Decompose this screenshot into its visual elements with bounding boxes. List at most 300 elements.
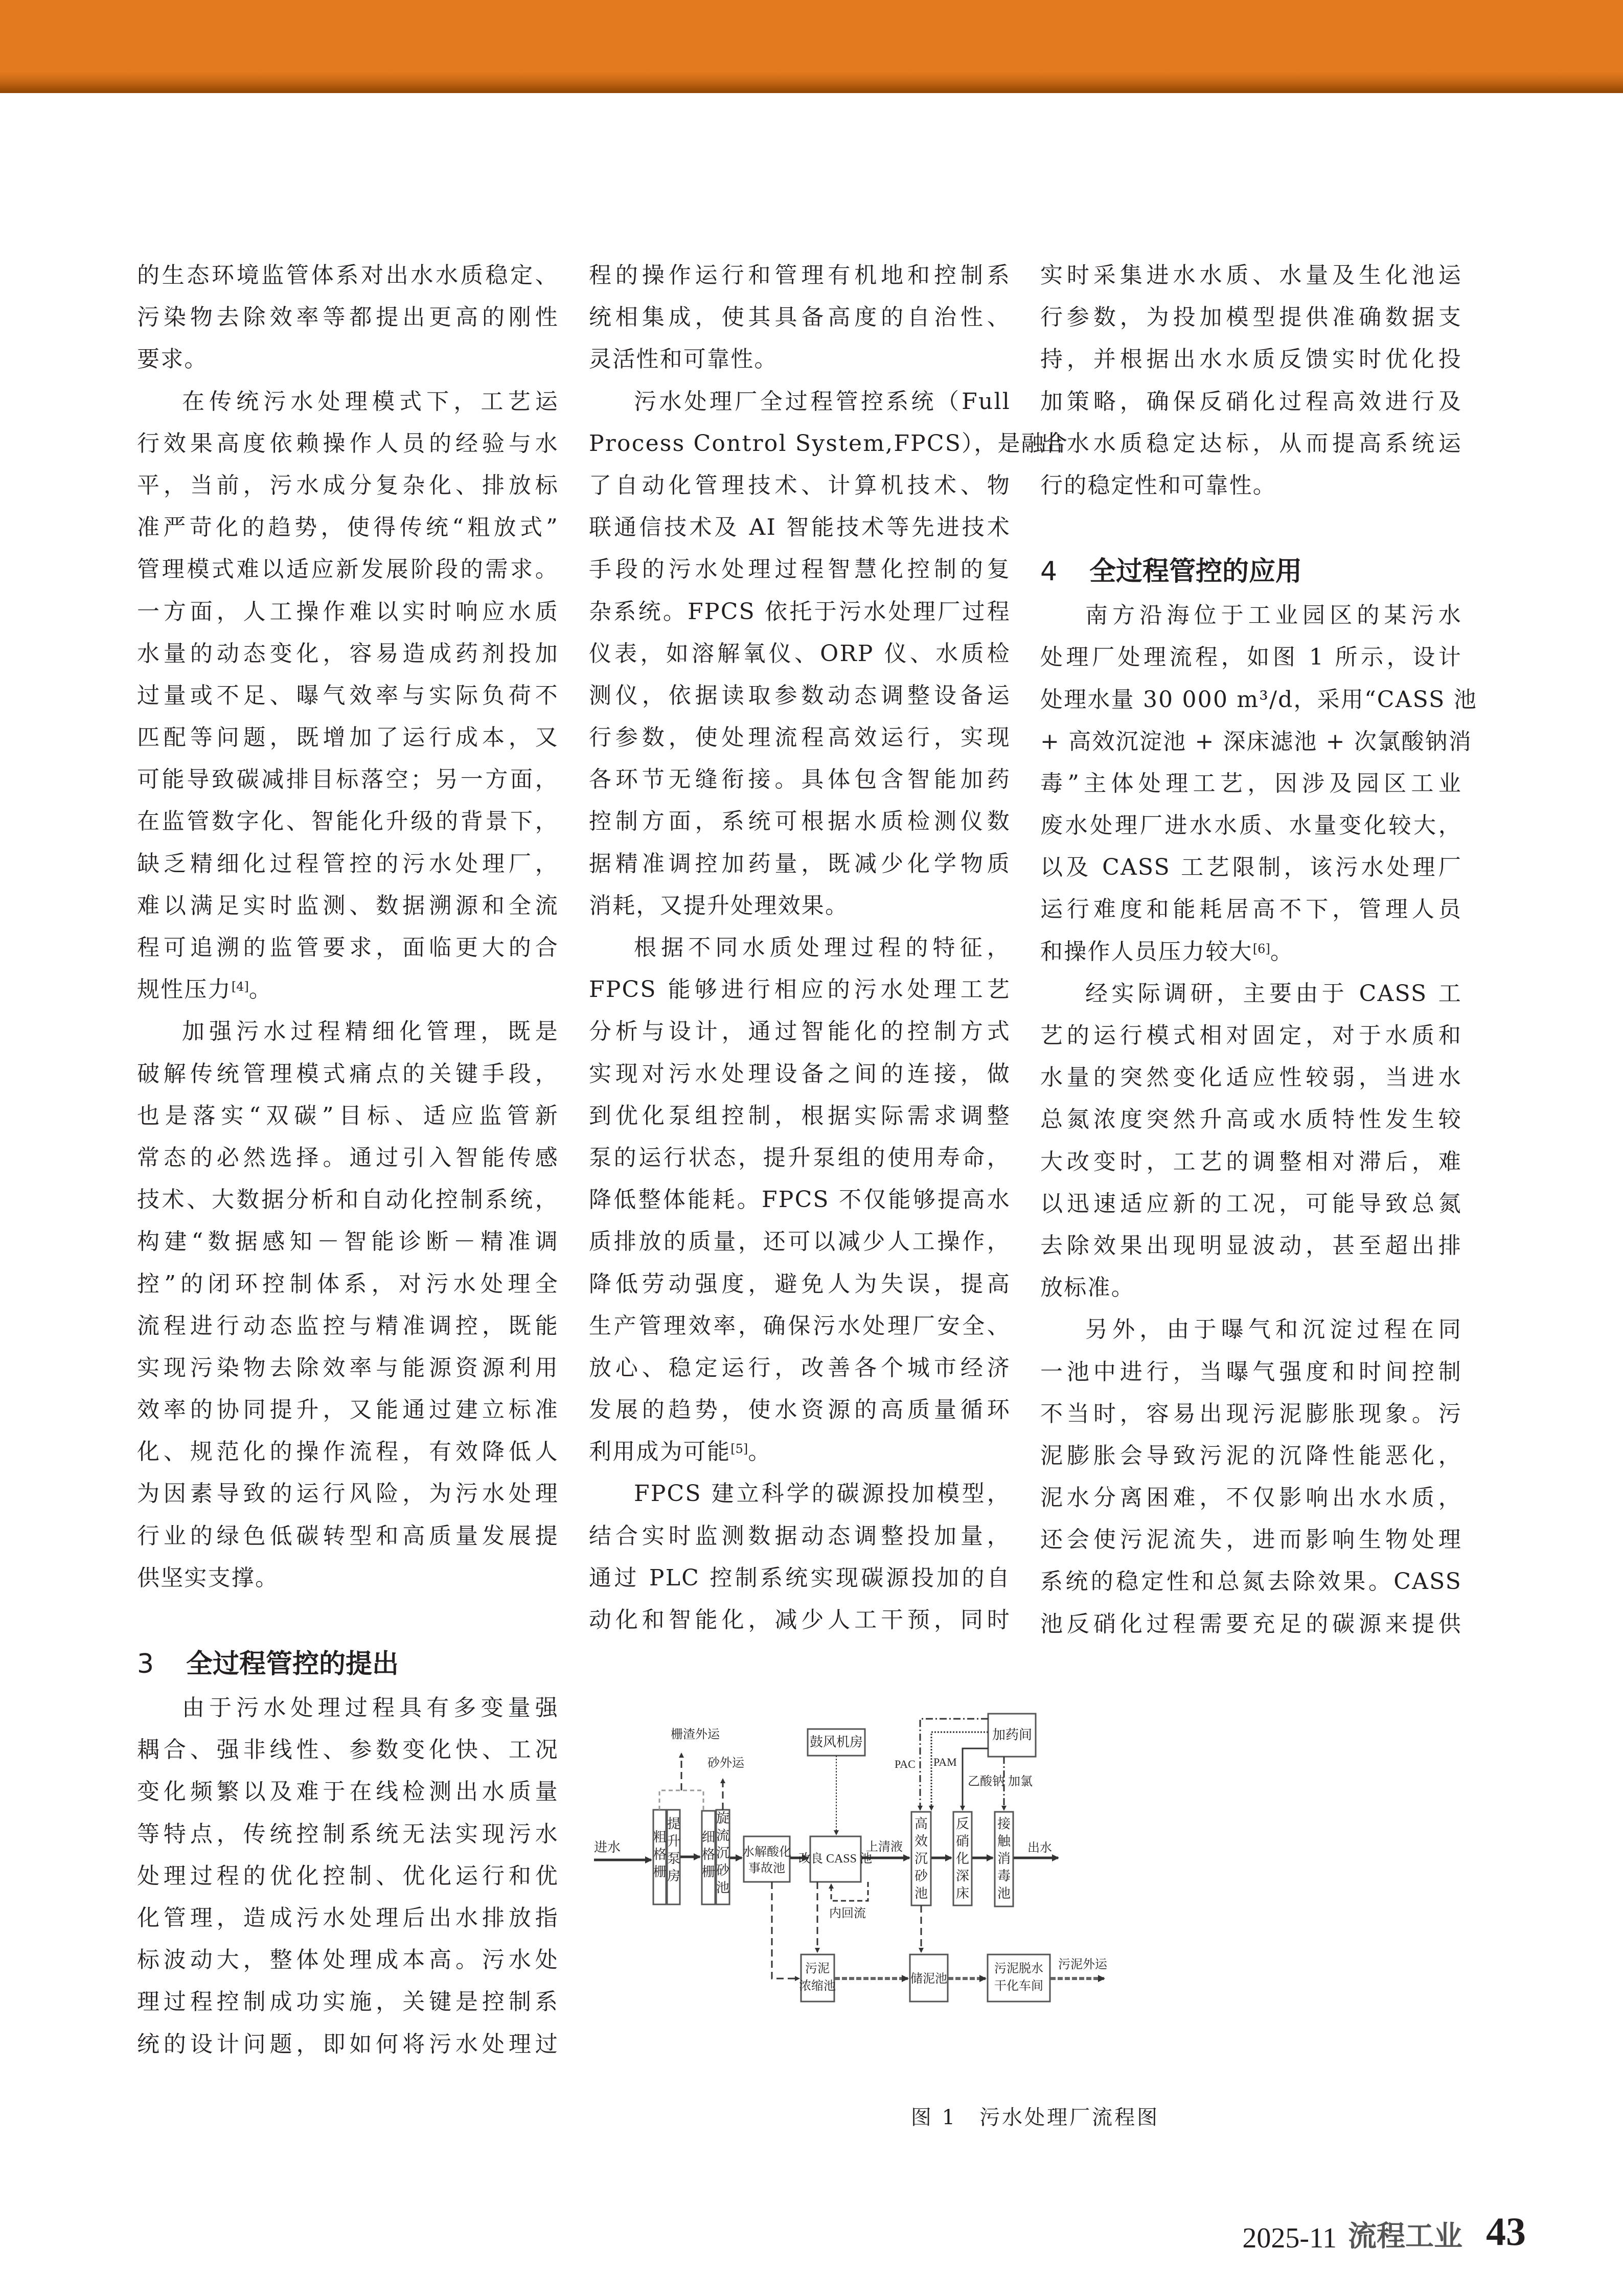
label-lift-pump-char: 房 <box>667 1869 681 1883</box>
text-line <box>137 1137 559 1179</box>
paragraph <box>137 1011 559 1599</box>
text-line <box>1040 763 1462 805</box>
text-line <box>589 591 1011 633</box>
line-text: 放心、稳定运行，改善各个城市经济 <box>589 1354 1011 1381</box>
paragraph <box>589 381 1069 927</box>
citation-ref[interactable]: [5] <box>730 1442 748 1457</box>
figure-caption: 图 1 污水处理厂流程图 <box>910 2106 1160 2129</box>
line-text: 行参数，为投加模型提供准确数据支 <box>1040 304 1462 331</box>
text-line <box>1040 931 1462 973</box>
label-pac: PAC <box>895 1758 916 1770</box>
label-denitrification-char: 反 <box>955 1816 970 1831</box>
line-text: 也是落实“双碳”目标、适应监管新 <box>137 1102 559 1129</box>
line-text: 不当时，容易出现污泥膨胀现象。污 <box>1040 1400 1462 1427</box>
line-text: 破解传统管理模式痛点的关键手段， <box>137 1060 559 1087</box>
text-line <box>589 381 1011 423</box>
line-text: 以及 CASS 工艺限制，该污水处理厂 <box>1040 854 1462 881</box>
text-line <box>589 1263 1011 1305</box>
text-line <box>137 927 559 969</box>
line-text: 和操作人员压力较大 <box>1040 938 1253 965</box>
text-line <box>1040 847 1462 889</box>
line-text: 耦合、强非线性、参数变化快、工况 <box>137 1737 559 1763</box>
text-line <box>1040 423 1462 465</box>
label-blower: 鼓风机房 <box>809 1735 863 1749</box>
line-text: 在监管数字化、智能化升级的背景下， <box>137 808 559 835</box>
text-line <box>1040 595 1462 636</box>
line-text: 结合实时监测数据动态调整投加量， <box>589 1522 1011 1549</box>
text-line <box>137 338 559 380</box>
line-text: 过量或不足、曝气效率与实际负荷不 <box>137 682 559 709</box>
text-line <box>589 1095 1011 1137</box>
label-grit-chamber-char: 旋 <box>716 1811 730 1826</box>
line-text: 泵的运行状态，提升泵组的使用寿命， <box>589 1144 1011 1171</box>
text-line <box>137 1305 559 1347</box>
line-text: 理过程控制成功实施，关键是控制系 <box>137 1989 559 2015</box>
label-hi-eff-settler-char: 砂 <box>914 1869 928 1883</box>
section-heading <box>1040 549 1462 595</box>
label-grit-chamber-char: 沉 <box>716 1846 730 1860</box>
text-line <box>137 1813 559 1855</box>
label-denitrification-char: 深 <box>955 1869 970 1883</box>
line-tail: 。 <box>748 1439 772 1465</box>
text-line <box>1040 1057 1462 1099</box>
text-line <box>1040 338 1462 380</box>
citation-ref[interactable]: [6] <box>1252 941 1270 956</box>
label-grit-chamber-char: 池 <box>716 1880 730 1895</box>
paragraph <box>137 1687 559 2065</box>
text-line <box>137 1053 559 1095</box>
text-line <box>589 507 1011 549</box>
citation-ref[interactable]: [4] <box>231 980 249 994</box>
text-line <box>137 2024 559 2065</box>
text-line <box>589 1305 1011 1347</box>
label-inflow: 进水 <box>594 1840 621 1855</box>
line-text: 处理过程的优化控制、优化运行和优 <box>137 1862 559 1889</box>
pam-dosing <box>931 1732 988 1810</box>
line-text: 到优化泵组控制，根据实际需求调整 <box>589 1102 1011 1129</box>
line-text: 可能导致碳减排目标落空；另一方面， <box>137 766 559 793</box>
text-line <box>137 507 559 549</box>
line-text: 匹配等问题，既增加了运行成本，又 <box>137 724 559 751</box>
label-dewatering-1: 污泥脱水 <box>994 1962 1043 1975</box>
line-text: 污水处理厂全过程管控系统（Full <box>634 388 1011 415</box>
label-sludge-storage: 储泥池 <box>910 1972 947 1986</box>
text-line <box>589 843 1011 885</box>
label-sludge-out: 污泥外运 <box>1058 1958 1107 1971</box>
line-text: 手段的污水处理过程智慧化控制的复 <box>589 556 1011 583</box>
line-text: 杂系统。FPCS 依托于污水处理厂过程 <box>589 598 1011 625</box>
text-line <box>1040 636 1462 678</box>
section-gap <box>1040 507 1462 549</box>
screenings-collector <box>659 1790 703 1811</box>
section-title: 全过程管控的提出 <box>186 1649 399 1679</box>
header-band <box>0 0 1623 93</box>
line-text: 废水处理厂进水水质、水量变化较大， <box>1040 812 1462 839</box>
line-text: 加强污水过程精细化管理，既是 <box>182 1018 559 1045</box>
text-line <box>137 1347 559 1389</box>
label-supernatant: 上清液 <box>866 1840 903 1854</box>
line-text: 降低劳动强度，避免人为失误，提高 <box>589 1270 1011 1297</box>
text-line <box>1040 1561 1462 1603</box>
paragraph <box>137 381 559 1011</box>
box-thickener <box>801 1954 834 2002</box>
section-number: 4 <box>1040 556 1058 587</box>
label-screenings-out: 栅渣外运 <box>671 1728 720 1741</box>
text-line <box>137 1221 559 1263</box>
line-text: 实现对污水处理设备之间的连接，做 <box>589 1060 1011 1087</box>
text-line <box>137 1557 559 1599</box>
line-text: 出水水质稳定达标，从而提高系统运 <box>1040 430 1462 457</box>
text-line <box>589 675 1011 717</box>
text-line <box>137 1855 559 1897</box>
line-text: 还会使污泥流失，进而影响生物处理 <box>1040 1527 1462 1553</box>
text-line <box>137 1179 559 1221</box>
line-text: 利用成为可能 <box>589 1439 731 1465</box>
text-line <box>1040 1225 1462 1267</box>
line-text: 处理厂处理流程，如图 1 所示，设计 <box>1040 644 1462 671</box>
text-line <box>589 969 1011 1011</box>
label-thickener-1: 污泥 <box>805 1962 830 1975</box>
line-text: 控制方面，系统可根据水质检测仪数 <box>589 808 1011 835</box>
line-text: 变化频繁以及难于在线检测出水质量 <box>137 1779 559 1805</box>
line-text: 要求。 <box>137 346 208 373</box>
text-line <box>1040 889 1462 930</box>
paragraph <box>1040 1309 1462 1645</box>
line-text: 处理水量 30 000 m³/d，采用“CASS 池 <box>1040 686 1477 713</box>
label-disinfection-char: 触 <box>997 1834 1011 1849</box>
text-line <box>589 927 1011 969</box>
label-disinfection-char: 消 <box>997 1851 1011 1866</box>
line-text: 系统的稳定性和总氮去除效果。CASS <box>1040 1568 1462 1595</box>
label-grit-chamber-char: 流 <box>716 1828 730 1843</box>
text-line <box>137 1431 559 1473</box>
text-line <box>1040 1603 1462 1645</box>
line-text: 池反硝化过程需要充足的碳源来提供 <box>1040 1610 1462 1637</box>
text-line <box>1040 1183 1462 1225</box>
line-text: 常态的必然选择。通过引入智能传感 <box>137 1144 559 1171</box>
label-chlorine: 加氯 <box>1008 1775 1033 1788</box>
line-text: 规性压力 <box>137 976 232 1003</box>
text-line <box>1040 381 1462 423</box>
text-line <box>589 885 1011 927</box>
text-line <box>137 1897 559 1939</box>
line-text: 为因素导致的运行风险，为污水处理 <box>137 1481 559 1507</box>
box-dewatering <box>988 1954 1050 2002</box>
paragraph <box>137 255 559 381</box>
line-text: 泥膨胀会导致污泥的沉降性能恶化， <box>1040 1442 1462 1469</box>
line-text: 动化和智能化，减少人工干预，同时 <box>589 1607 1011 1633</box>
line-text: 仪表，如溶解氧仪、ORP 仪、水质检 <box>589 640 1011 667</box>
label-grit-chamber-char: 砂 <box>716 1863 730 1878</box>
line-text: 毒”主体处理工艺，因涉及园区工业 <box>1040 770 1462 797</box>
line-text: 效率的协同提升，又能通过建立标准 <box>137 1397 559 1423</box>
line-text: 难以满足实时监测、数据溯源和全流 <box>137 892 559 919</box>
paragraph <box>589 927 1011 1473</box>
paragraph <box>589 1473 1011 1641</box>
text-line <box>137 465 559 507</box>
internal-reflux <box>831 1882 868 1901</box>
line-text: 行参数，使处理流程高效运行，实现 <box>589 724 1011 751</box>
text-line <box>589 1011 1011 1053</box>
text-line <box>589 255 1011 297</box>
line-tail: 。 <box>1270 938 1294 965</box>
line-text: 通过 PLC 控制系统实现碳源投加的自 <box>589 1564 1011 1591</box>
label-disinfection-char: 接 <box>997 1816 1011 1831</box>
text-line <box>589 423 1069 465</box>
line-text: 等特点，传统控制系统无法实现污水 <box>137 1821 559 1847</box>
line-text: 行的稳定性和可靠性。 <box>1040 472 1276 498</box>
line-text: 各环节无缝衔接。具体包含智能加药 <box>589 766 1011 793</box>
line-text: 灵活性和可靠性。 <box>589 346 778 373</box>
line-text: 另外，由于曝气和沉淀过程在同 <box>1085 1316 1462 1343</box>
text-line <box>1040 255 1462 297</box>
text-line <box>137 549 559 590</box>
issue-date: 2025-11 <box>1242 2222 1337 2254</box>
label-lift-pump-char: 泵 <box>667 1851 681 1866</box>
line-text: 发展的趋势，使水资源的高质量循环 <box>589 1397 1011 1423</box>
label-internal-reflux: 内回流 <box>829 1907 866 1920</box>
line-text: 总氮浓度突然升高或水质特性发生较 <box>1040 1106 1462 1133</box>
hydrolysis-sludge <box>772 1882 799 1979</box>
text-line <box>1040 465 1462 507</box>
text-line <box>589 1179 1011 1221</box>
paragraph <box>589 255 1011 381</box>
line-text: 构建“数据感知－智能诊断－精准调 <box>137 1229 559 1255</box>
text-line <box>1040 973 1462 1015</box>
label-coarse-screen-char: 格 <box>653 1847 667 1862</box>
line-text: FPCS 建立科学的碳源投加模型， <box>634 1481 1011 1507</box>
text-column-3 <box>1040 255 1477 1645</box>
text-line <box>589 633 1011 675</box>
line-text: 联通信技术及 AI 智能技术等先进技术 <box>589 514 1011 541</box>
text-line <box>589 1221 1011 1263</box>
line-text: 管理模式难以适应新发展阶段的需求。 <box>137 556 559 583</box>
line-text: 行业的绿色低碳转型和高质量发展提 <box>137 1522 559 1549</box>
section-number: 3 <box>137 1649 154 1679</box>
line-text: 程可追溯的监管要求，面临更大的合 <box>137 935 559 961</box>
text-line <box>1040 1015 1462 1057</box>
text-line <box>137 1771 559 1813</box>
line-tail: 。 <box>248 976 273 1003</box>
text-line <box>1040 1309 1462 1351</box>
line-text: 程的操作运行和管理有机地和控制系 <box>589 262 1011 288</box>
line-text: 供坚实支撑。 <box>137 1564 279 1591</box>
label-hi-eff-settler-char: 高 <box>914 1816 928 1831</box>
line-text: 测仪，依据读取参数动态调整设备运 <box>589 682 1011 709</box>
line-text: 持，并根据出水水质反馈实时优化投 <box>1040 346 1462 373</box>
label-disinfection-char: 毒 <box>997 1869 1011 1883</box>
text-line <box>137 1729 559 1771</box>
text-line <box>589 549 1011 590</box>
line-text: 以迅速适应新的工况，可能导致总氮 <box>1040 1190 1462 1217</box>
label-cass: 改良 CASS 池 <box>798 1852 873 1866</box>
line-text: 平，当前，污水成分复杂化、排放标 <box>137 472 559 498</box>
line-text: 的生态环境监管体系对出水水质稳定、 <box>137 262 559 288</box>
label-hydrolysis-1: 水解酸化 <box>742 1846 791 1859</box>
text-line <box>137 1939 559 1981</box>
journal-name: 流程工业 <box>1348 2219 1462 2253</box>
text-line <box>589 801 1011 843</box>
text-column-2 <box>589 255 1069 1641</box>
text-line <box>137 1389 559 1431</box>
text-line <box>137 1263 559 1305</box>
text-line <box>137 255 559 297</box>
text-line <box>589 1431 1011 1473</box>
line-text: Process Control System,FPCS），是融合 <box>589 430 1069 457</box>
paragraph <box>1040 255 1462 507</box>
text-line <box>137 297 559 338</box>
text-line <box>589 338 1011 380</box>
text-line <box>589 297 1011 338</box>
text-line <box>1040 1435 1462 1477</box>
line-text: 消耗，又提升处理效果。 <box>589 892 849 919</box>
line-text: 实时采集进水水质、水量及生化池运 <box>1040 262 1462 288</box>
paragraph <box>1040 973 1462 1309</box>
line-text: 在传统污水处理模式下，工艺运 <box>182 388 559 415</box>
line-text: 分析与设计，通过智能化的控制方式 <box>589 1018 1011 1045</box>
text-line <box>1040 1351 1462 1393</box>
line-text: 技术、大数据分析和自动化控制系统， <box>137 1187 559 1213</box>
text-line <box>137 843 559 885</box>
section-heading <box>137 1641 559 1687</box>
text-line <box>1040 1393 1462 1435</box>
line-text: 一方面，人工操作难以实时响应水质 <box>137 598 559 625</box>
label-hydrolysis-2: 事故池 <box>748 1862 785 1875</box>
text-line <box>137 675 559 717</box>
line-text: 放标准。 <box>1040 1275 1135 1301</box>
line-text: 污染物去除效率等都提出更高的刚性 <box>137 304 559 331</box>
text-line <box>589 1053 1011 1095</box>
line-text: 去除效果出现明显波动，甚至超出排 <box>1040 1232 1462 1259</box>
label-denitrification-char: 硝 <box>955 1834 970 1849</box>
line-text: 南方沿海位于工业园区的某污水 <box>1085 602 1462 629</box>
line-text: 了自动化管理技术、计算机技术、物 <box>589 472 1011 498</box>
text-line <box>1040 1519 1462 1561</box>
label-disinfection-char: 池 <box>997 1886 1011 1901</box>
label-hi-eff-settler-char: 效 <box>914 1834 928 1849</box>
text-line <box>137 1011 559 1053</box>
line-text: 标波动大，整体处理成本高。污水处 <box>137 1947 559 1973</box>
line-text: 运行难度和能耗居高不下，管理人员 <box>1040 896 1462 923</box>
text-line <box>1040 1099 1462 1141</box>
text-line <box>589 1473 1011 1515</box>
text-line <box>137 969 559 1011</box>
label-pam: PAM <box>933 1756 957 1768</box>
line-text: 统相集成，使其具备高度的自治性、 <box>589 304 1011 331</box>
text-line <box>137 1473 559 1515</box>
text-line <box>137 591 559 633</box>
label-lift-pump-char: 升 <box>667 1834 681 1849</box>
paragraph <box>1040 595 1477 973</box>
text-line <box>137 423 559 465</box>
label-outflow: 出水 <box>1027 1842 1052 1855</box>
text-line <box>1040 1477 1462 1519</box>
text-line <box>589 1599 1011 1641</box>
label-dewatering-2: 干化车间 <box>994 1980 1043 1993</box>
line-text: 经实际调研，主要由于 CASS 工 <box>1085 980 1462 1007</box>
line-text: 生产管理效率，确保污水处理厂安全、 <box>589 1312 1011 1339</box>
line-text: 降低整体能耗。FPCS 不仅能够提高水 <box>589 1187 1011 1213</box>
page-footer <box>1242 2198 1526 2255</box>
label-hi-eff-settler-char: 池 <box>914 1886 928 1901</box>
line-text: 据精准调控加药量，既减少化学物质 <box>589 850 1011 877</box>
text-line <box>137 759 559 801</box>
text-line <box>1040 1267 1462 1309</box>
text-line <box>137 1981 559 2023</box>
text-line <box>1040 1141 1462 1183</box>
line-text: FPCS 能够进行相应的污水处理工艺 <box>589 976 1011 1003</box>
line-text: 大改变时，工艺的调整相对滞后，难 <box>1040 1148 1462 1175</box>
text-line <box>137 801 559 843</box>
text-line <box>137 717 559 759</box>
text-line <box>589 1389 1011 1431</box>
label-hi-eff-settler-char: 沉 <box>914 1851 928 1866</box>
text-line <box>137 633 559 675</box>
text-line <box>589 1515 1011 1557</box>
text-column-1 <box>137 255 559 2065</box>
line-text: 水量的突然变化适应性较弱，当进水 <box>1040 1064 1462 1091</box>
label-dosing-room: 加药间 <box>992 1727 1033 1742</box>
line-text: 水量的动态变化，容易造成药剂投加 <box>137 640 559 667</box>
text-line <box>137 1095 559 1137</box>
page-number: 43 <box>1486 2209 1526 2254</box>
line-text: 流程进行动态监控与精准调控，既能 <box>137 1312 559 1339</box>
text-line <box>1040 297 1462 338</box>
line-text: 一池中进行，当曝气强度和时间控制 <box>1040 1358 1462 1385</box>
process-flow-diagram <box>588 1708 1482 2076</box>
text-line <box>589 1137 1011 1179</box>
text-line <box>589 465 1011 507</box>
line-text: 艺的运行模式相对固定，对于水质和 <box>1040 1022 1462 1049</box>
line-text: 实现污染物去除效率与能源资源利用 <box>137 1354 559 1381</box>
line-text: 行效果高度依赖操作人员的经验与水 <box>137 430 559 457</box>
line-text: 加策略，确保反硝化过程高效进行及 <box>1040 388 1462 415</box>
label-denitrification-char: 化 <box>955 1851 970 1866</box>
text-line <box>1040 721 1472 763</box>
line-text: 由于污水处理过程具有多变量强 <box>182 1695 559 1721</box>
text-line <box>1040 679 1477 721</box>
label-fine-screen-char: 细 <box>701 1830 716 1845</box>
line-text: 根据不同水质处理过程的特征， <box>634 935 1011 961</box>
text-line <box>589 1347 1011 1389</box>
line-text: 控”的闭环控制体系，对污水处理全 <box>137 1270 559 1297</box>
label-fine-screen-char: 格 <box>701 1847 716 1862</box>
line-text: 准严苛化的趋势，使得传统“粗放式” <box>137 514 559 541</box>
text-line <box>1040 805 1462 847</box>
line-text: 质排放的质量，还可以减少人工操作， <box>589 1229 1011 1255</box>
text-line <box>137 1687 559 1729</box>
line-text: 化管理，造成污水处理后出水排放指 <box>137 1904 559 1931</box>
text-line <box>589 759 1011 801</box>
text-line <box>589 1557 1011 1599</box>
text-line <box>137 381 559 423</box>
line-text: 化、规范化的操作流程，有效降低人 <box>137 1439 559 1465</box>
text-line <box>137 1515 559 1557</box>
label-lift-pump-char: 提 <box>667 1816 681 1831</box>
line-text: 泥水分离困难，不仅影响出水水质， <box>1040 1485 1462 1511</box>
line-text: 统的设计问题，即如何将污水处理过 <box>137 2031 559 2057</box>
text-line <box>589 717 1011 759</box>
label-coarse-screen-char: 栅 <box>653 1865 667 1879</box>
line-text: + 高效沉淀池 + 深床滤池 + 次氯酸钠消 <box>1040 728 1472 755</box>
label-sand-out: 砂外运 <box>707 1757 744 1770</box>
label-fine-screen-char: 栅 <box>701 1865 716 1879</box>
label-thickener-2: 浓缩池 <box>799 1980 836 1993</box>
text-line <box>137 885 559 927</box>
label-coarse-screen-char: 粗 <box>653 1830 667 1845</box>
section-title: 全过程管控的应用 <box>1089 556 1302 587</box>
section-gap <box>137 1599 559 1641</box>
